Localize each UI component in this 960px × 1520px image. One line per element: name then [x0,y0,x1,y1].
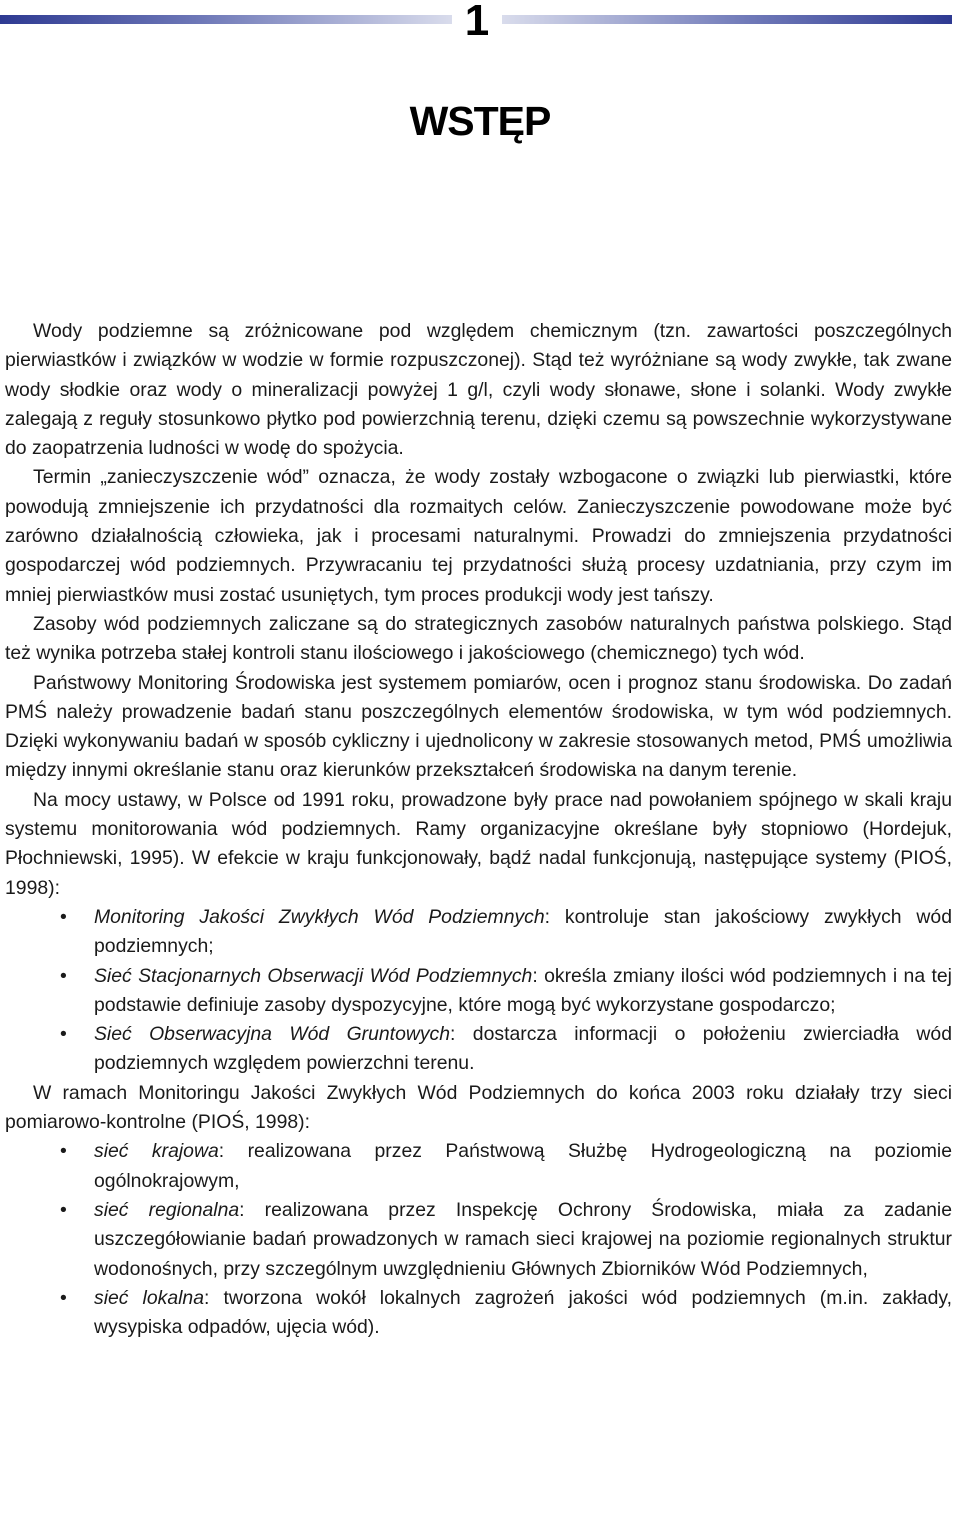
chapter-rule-left [0,15,452,24]
measurement-networks-list [5,1137,952,1342]
list-item-term: Sieć Obserwacyjna Wód Gruntowych [94,1023,451,1046]
bullet-icon: • [60,1023,67,1046]
body-text [5,317,952,1342]
paragraph: Zasoby wód podziemnych zaliczane są do strategicznych zasobów naturalnych państwa polskiego. Stąd też wynika potrzeba stałej kontroli stanu ilościowego i jakościowego (chemicznego) tych wód. [5,612,952,665]
chapter-title: WSTĘP [409,98,551,144]
list-item-term: sieć lokalna [94,1286,204,1309]
paragraph: W ramach Monitoringu Jakości Zwykłych Wód Podziemnych do końca 2003 roku działały trzy sieci pomiarowo-kontrolne (PIOŚ, 1998): [5,1081,952,1134]
list-item-term: sieć regionalna [94,1198,240,1221]
list-item-term: Monitoring Jakości Zwykłych Wód Podziemnych [94,905,545,928]
list-item-text: : realizowana przez Państwową Służbę Hydrogeologiczną na poziomie ogólnokrajowym, [94,1140,952,1192]
bullet-icon: • [60,964,67,987]
list-item [5,1137,952,1196]
paragraph: Państwowy Monitoring Środowiska jest systemem pomiarów, ocen i prognoz stanu środowiska. Do zadań PMŚ należy prowadzenie badań stanu poszczególnych elementów środowiska, w tym wód podziemnych. Dzięki wykonywaniu badań w sposób cykliczny i ujednolicony w zakresie stosowanych metod, PMŚ umożliwia między innymi określanie stanu oraz kierunków przekształceń środowiska na danym terenie. [5,671,952,782]
bullet-icon: • [60,1198,67,1221]
bullet-icon: • [60,1140,67,1163]
monitoring-systems-list [5,903,952,1079]
list-item [5,962,952,1021]
paragraph: Na mocy ustawy, w Polsce od 1991 roku, prowadzone były prace nad powołaniem spójnego w skali kraju systemu monitorowania wód podziemnych. Ramy organizacyjne określane były stopniowo (Hordejuk, Płochniewski, 1995). W efekcie w kraju funkcjonowały, bądź nadal funkcjonują, następujące systemy (PIOŚ, 1998): [5,788,952,899]
bullet-icon: • [60,1286,67,1309]
chapter-rule-right [502,15,952,24]
list-item-term: sieć krajowa [94,1140,219,1163]
list-item-text: : kontroluje stan jakościowy zwykłych wód podziemnych; [94,905,953,958]
list-item-text: : realizowana przez Inspekcję Ochrony Środowiska, miała za zadanie uszczegółowianie badań prowadzonych w ramach sieci krajowej na poziomie regionalnych struktur wodonośnych, przy szczególnym uwzględnieniu Głównych Zbiorników Wód Podziemnych, [94,1198,952,1280]
list-item [5,1020,952,1079]
list-item-text: : tworzona wokół lokalnych zagrożeń jakości wód podziemnych (m.in. zakłady, wysypiska odpadów, ujęcia wód). [94,1286,953,1339]
list-item [5,1284,952,1343]
list-item-text: : określa zmiany ilości wód podziemnych i na tej podstawie definiuje zasoby dyspozycyjne, które mogą być wykorzystane gospodarczo; [94,964,952,1016]
list-item-term: Sieć Stacjonarnych Obserwacji Wód Podziemnych [94,964,533,987]
list-item [5,903,952,962]
list-item-text: : dostarcza informacji o położeniu zwierciadła wód podziemnych względem powierzchni terenu. [94,1023,953,1075]
chapter-number: 1 [464,0,490,45]
paragraph: Termin „zanieczyszczenie wód” oznacza, że wody zostały wzbogacone o związki lub pierwiastki, które powodują zmniejszenie ich przydatności dla rozmaitych celów. Zanieczyszczenie powodowane może być zarówno działalnością człowieka, jak i procesami naturalnymi. Prowadzi do zmniejszenia przydatności gospodarczej wód podziemnych. Przywracaniu tej przydatności służą procesy uzdatniania, przy czym im mniej pierwiastków musi zostać usuniętych, tym proces produkcji wody jest tańszy. [5,466,952,606]
paragraph: Wody podziemne są zróżnicowane pod względem chemicznym (tzn. zawartości poszczególnych pierwiastków i związków w wodzie w formie rozpuszczonej). Stąd też wyróżniane są wody zwykłe, tak zwane wody słodkie oraz wody o mineralizacji powyżej 1 g/l, czyli wody słonawe, słone i solanki. Wody zwykłe zalegają z reguły stosunkowo płytko pod powierzchnią terenu, dzięki czemu są powszechnie wykorzystywane do zaopatrzenia ludności w wodę do spożycia. [5,320,952,460]
list-item [5,1196,952,1284]
bullet-icon: • [60,905,67,928]
